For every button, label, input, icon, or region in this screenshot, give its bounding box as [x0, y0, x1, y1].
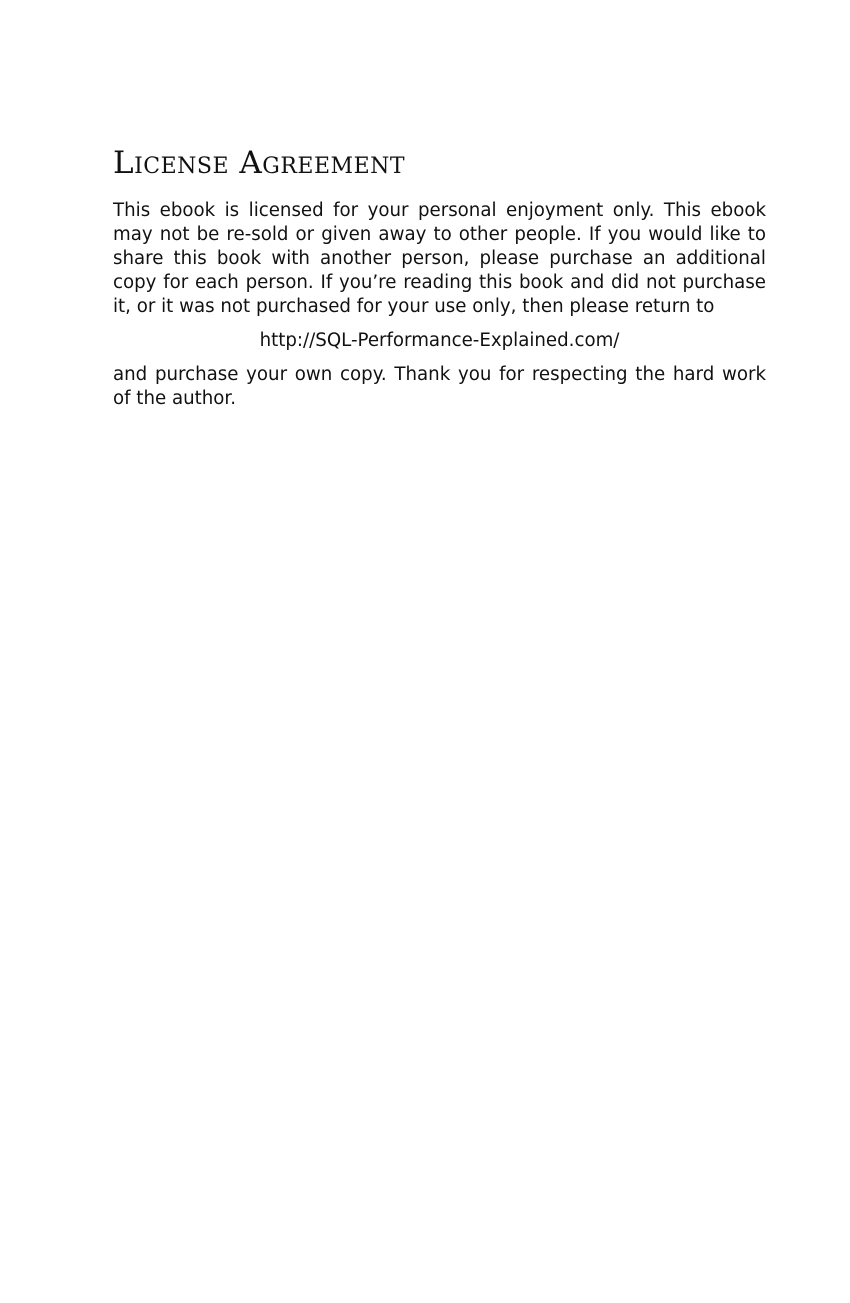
license-paragraph-1: This ebook is licensed for your personal enjoyment only. This ebook may not be re-sold or given away to other people. If you would like to share this book with another person, please purchase an additional copy for each person. If you’re reading this book and did not purchase it, or it was not purchased for your use only, then please return to: [113, 200, 766, 317]
license-page: [113, 146, 766, 411]
website-url: http://SQL-Performance-Explained.com/: [259, 330, 620, 351]
license-paragraph-2: and purchase your own copy. Thank you for respecting the hard work of the author.: [113, 364, 766, 409]
page-title: License Agreement: [113, 145, 406, 181]
